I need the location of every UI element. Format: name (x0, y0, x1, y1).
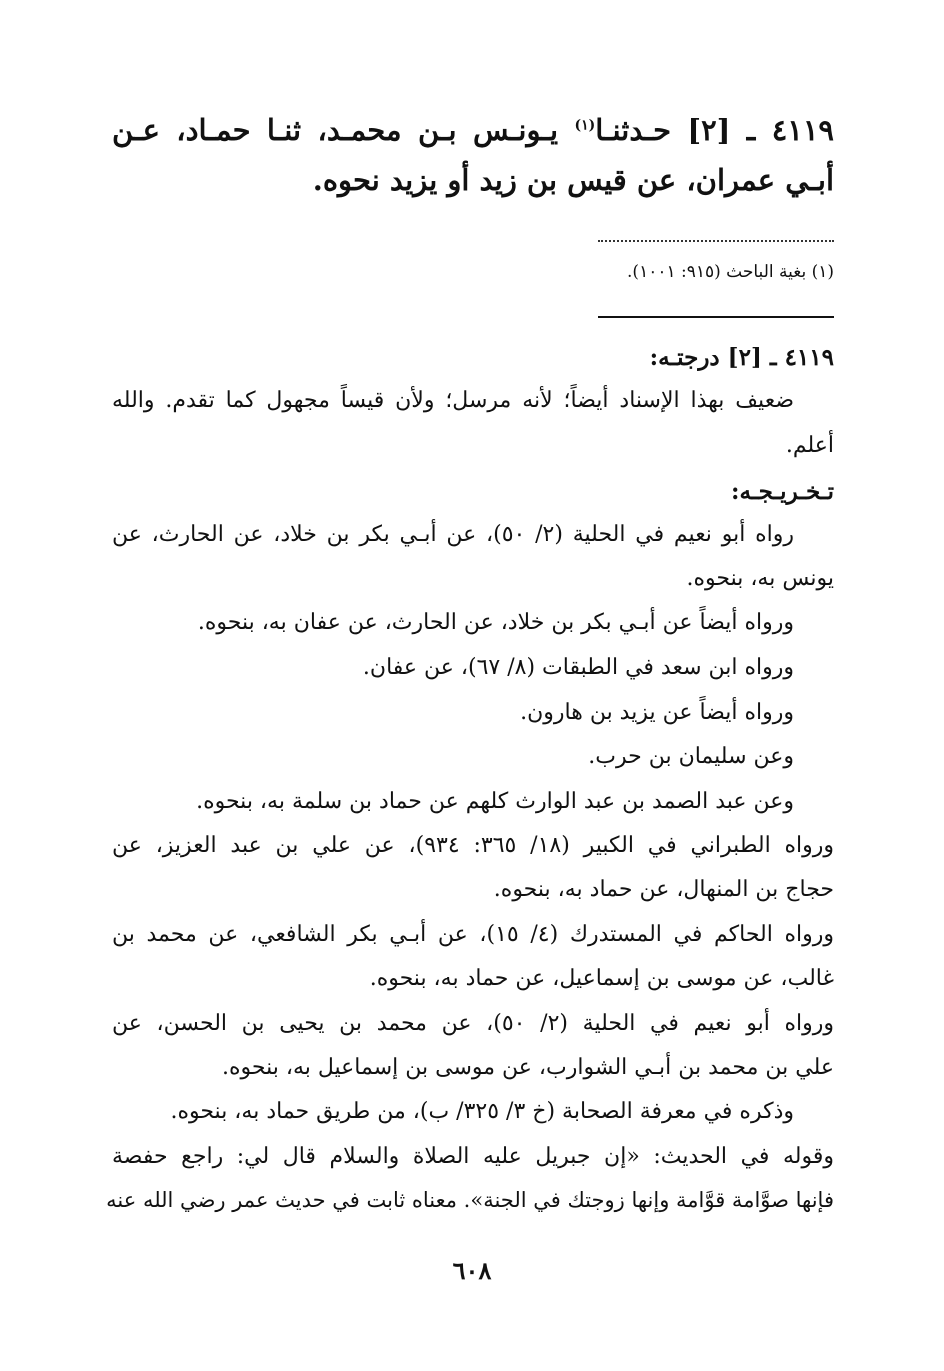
hadith-line-1 (112, 113, 834, 147)
takhrij-line: ورواه أيضاً عن يزيد بن هارون. (520, 700, 794, 725)
grading-line-2: أعلم. (785, 433, 834, 458)
takhrij-line: وعن عبد الصمد بن عبد الوارث كلهم عن حماد بن سلمة به، بنحوه. (196, 789, 794, 814)
takhrij-heading: تـخـريـجـه: (731, 478, 834, 505)
footnote-text: (١) بغية الباحث (٩١٥: ١٠٠١). (627, 262, 834, 282)
takhrij-line: غالب، عن موسى بن إسماعيل، عن حماد به، بنحوه. (369, 966, 834, 991)
grading-heading: ٤١١٩ ـ [٢] درجتـه: (649, 344, 834, 371)
takhrij-line: ورواه أيضاً عن أبـي بكر بن خلاد، عن الحارث، عن عفان به، بنحوه. (197, 610, 794, 635)
footnote-ref: (١) (574, 117, 596, 134)
takhrij-line: فإنها صوَّامة قوَّامة وإنها زوجتك في الجنة». معناه ثابت في حديث عمر رضي الله عنه (106, 1188, 834, 1212)
takhrij-line: ورواه الحاكم في المستدرك (٤/ ١٥)، عن أبـي بكر الشافعي، عن محمد بن (112, 922, 835, 947)
takhrij-line: وذكره في معرفة الصحابة (خ ٣/ ٣٢٥/ ب)، من طريق حماد به، بنحوه. (170, 1099, 794, 1124)
hadith-line-1-post: يـونـس بـن محمـد، ثنـا حمـاد، عـن (112, 113, 575, 147)
takhrij-line: وعن سليمان بن حرب. (588, 744, 794, 769)
takhrij-line: ورواه ابن سعد في الطبقات (٨/ ٦٧)، عن عفان. (362, 655, 794, 680)
takhrij-line: ورواه الطبراني في الكبير (١٨/ ٣٦٥: ٩٣٤)، عن علي بن عبد العزيز، عن (112, 833, 835, 858)
grading-line-1: ضعيف بهذا الإسناد أيضاً؛ لأنه مرسل؛ ولأن قيساً مجهول كما تقدم. والله (112, 388, 794, 413)
section-rule (598, 316, 834, 318)
footnote-separator (598, 240, 834, 242)
takhrij-line: رواه أبو نعيم في الحلية (٢/ ٥٠)، عن أبـي بكر بن خلاد، عن الحارث، عن (112, 522, 794, 547)
takhrij-line: يونس به، بنحوه. (686, 566, 834, 591)
hadith-line-2: أبـي عمران، عن قيس بن زيد أو يزيد نحوه. (312, 163, 834, 197)
hadith-line-1-pre: ٤١١٩ ـ [٢] حـدثنـا (595, 113, 834, 147)
takhrij-line: علي بن محمد بن أبـي الشوارب، عن موسى بن إسماعيل به، بنحوه. (222, 1055, 834, 1080)
takhrij-line: وقوله في الحديث: «إن جبريل عليه الصلاة والسلام قال لي: راجع حفصة (112, 1144, 834, 1169)
takhrij-line: ورواه أبو نعيم في الحلية (٢/ ٥٠)، عن محمد بن يحيى بن الحسن، عن (112, 1011, 835, 1036)
page-number: ٦٠٨ (452, 1256, 492, 1285)
takhrij-line: حجاج بن المنهال، عن حماد به، بنحوه. (493, 877, 834, 902)
